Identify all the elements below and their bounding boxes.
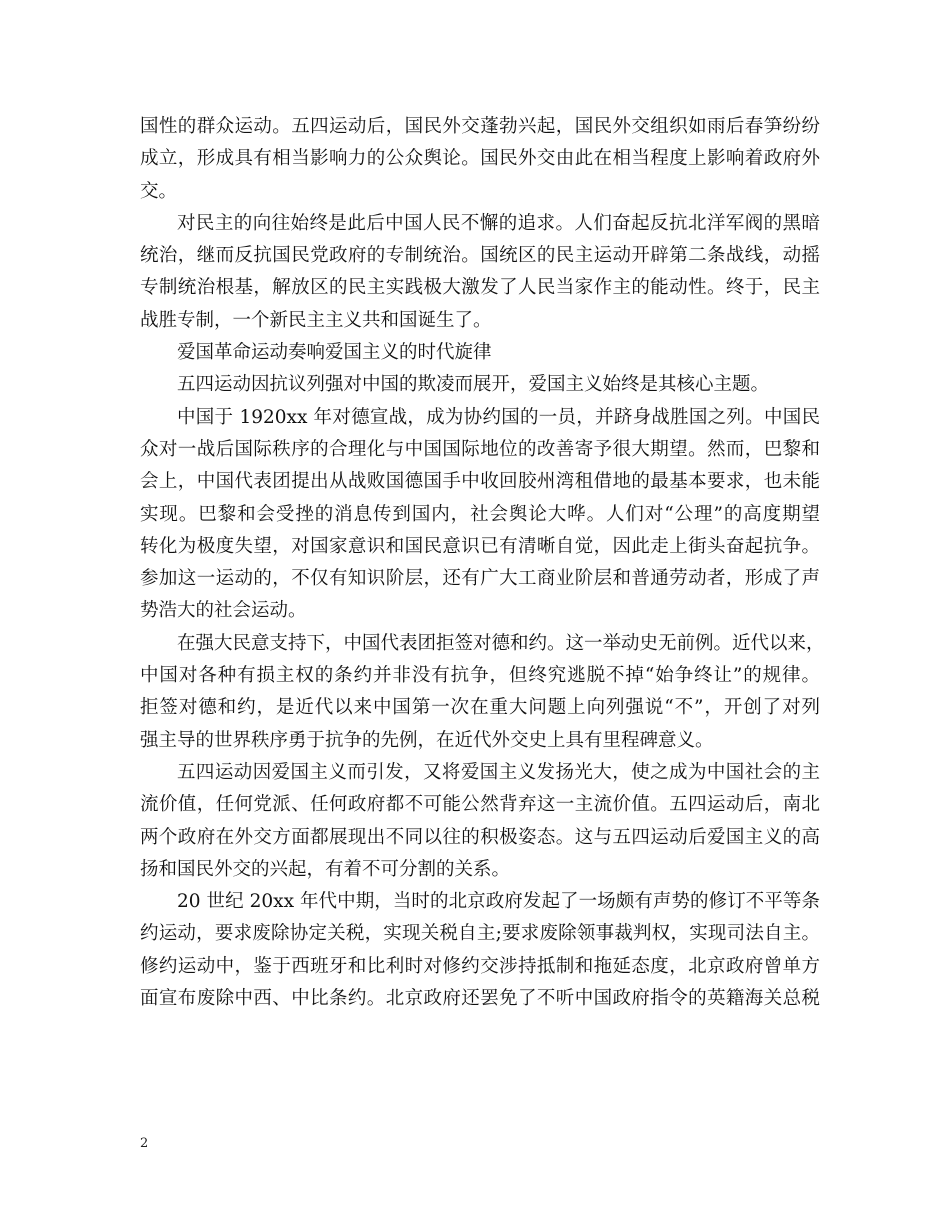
text-line: 战胜专制，一个新民主主义共和国诞生了。: [140, 309, 492, 331]
text-line: 面宣布废除中西、中比条约。北京政府还罢免了不听中国政府指令的英籍海关总税: [140, 988, 820, 1010]
text-line: 五四运动因爱国主义而引发，又将爱国主义发扬光大，使之成为中国社会的主: [177, 761, 820, 783]
text-line: 专制统治根基，解放区的民主实践极大激发了人民当家作主的能动性。终于，民主: [140, 277, 820, 299]
text-line: 流价值，任何党派、任何政府都不可能公然背弃这一主流价值。五四运动后，南北: [140, 794, 820, 816]
text-line: 交。: [140, 180, 178, 202]
text-line: 众对一战后国际秩序的合理化与中国国际地位的改善寄予很大期望。然而，巴黎和: [140, 438, 820, 460]
text-line: 20 世纪 20xx 年代中期，当时的北京政府发起了一场颇有声势的修订不平等条: [177, 891, 820, 913]
text-line: 参加这一运动的，不仅有知识阶层，还有广大工商业阶层和普通劳动者，形成了声: [140, 568, 820, 590]
text-line: 转化为极度失望，对国家意识和国民意识已有清晰自觉，因此走上街头奋起抗争。: [140, 535, 820, 557]
text-line: 统治，继而反抗国民党政府的专制统治。国统区的民主运动开辟第二条战线，动摇: [140, 245, 820, 267]
text-line: 中国于 1920xx 年对德宣战，成为协约国的一员，并跻身战胜国之列。中国民: [177, 406, 820, 428]
text-line: 修约运动中，鉴于西班牙和比利时对修约交涉持抵制和拖延态度，北京政府曾单方: [140, 955, 820, 977]
text-line: 中国对各种有损主权的条约并非没有抗争，但终究逃脱不掉“始争终让”的规律。: [140, 665, 820, 687]
document-body: [140, 111, 825, 1015]
text-line: 爱国革命运动奏响爱国主义的时代旋律: [177, 342, 492, 364]
text-line: 约运动，要求废除协定关税，实现关税自主;要求废除领事裁判权，实现司法自主。: [140, 923, 820, 945]
text-line: 在强大民意支持下，中国代表团拒签对德和约。这一举动史无前例。近代以来，: [177, 632, 825, 654]
text-line: 两个政府在外交方面都展现出不同以往的积极姿态。这与五四运动后爱国主义的高: [140, 826, 820, 848]
text-line: 五四运动因抗议列强对中国的欺凌而展开，爱国主义始终是其核心主题。: [177, 374, 770, 396]
text-line: 实现。巴黎和会受挫的消息传到国内，社会舆论大哗。人们对“公理”的高度期望: [140, 503, 820, 525]
text-line: 势浩大的社会运动。: [140, 600, 307, 622]
text-line: 会上，中国代表团提出从战败国德国手中收回胶州湾租借地的最基本要求，也未能: [140, 471, 820, 493]
text-line: 扬和国民外交的兴起，有着不可分割的关系。: [140, 858, 511, 880]
text-line: 拒签对德和约，是近代以来中国第一次在重大问题上向列强说“不”，开创了对列: [140, 697, 820, 719]
text-line: 强主导的世界秩序勇于抗争的先例，在近代外交史上具有里程碑意义。: [140, 729, 714, 751]
text-line: 成立，形成具有相当影响力的公众舆论。国民外交由此在相当程度上影响着政府外: [140, 148, 820, 170]
text-line: 国性的群众运动。五四运动后，国民外交蓬勃兴起，国民外交组织如雨后春笋纷纷: [140, 116, 820, 137]
text-line: 对民主的向往始终是此后中国人民不懈的追求。人们奋起反抗北洋军阀的黑暗: [177, 212, 820, 234]
page-number: 2: [140, 1136, 149, 1151]
